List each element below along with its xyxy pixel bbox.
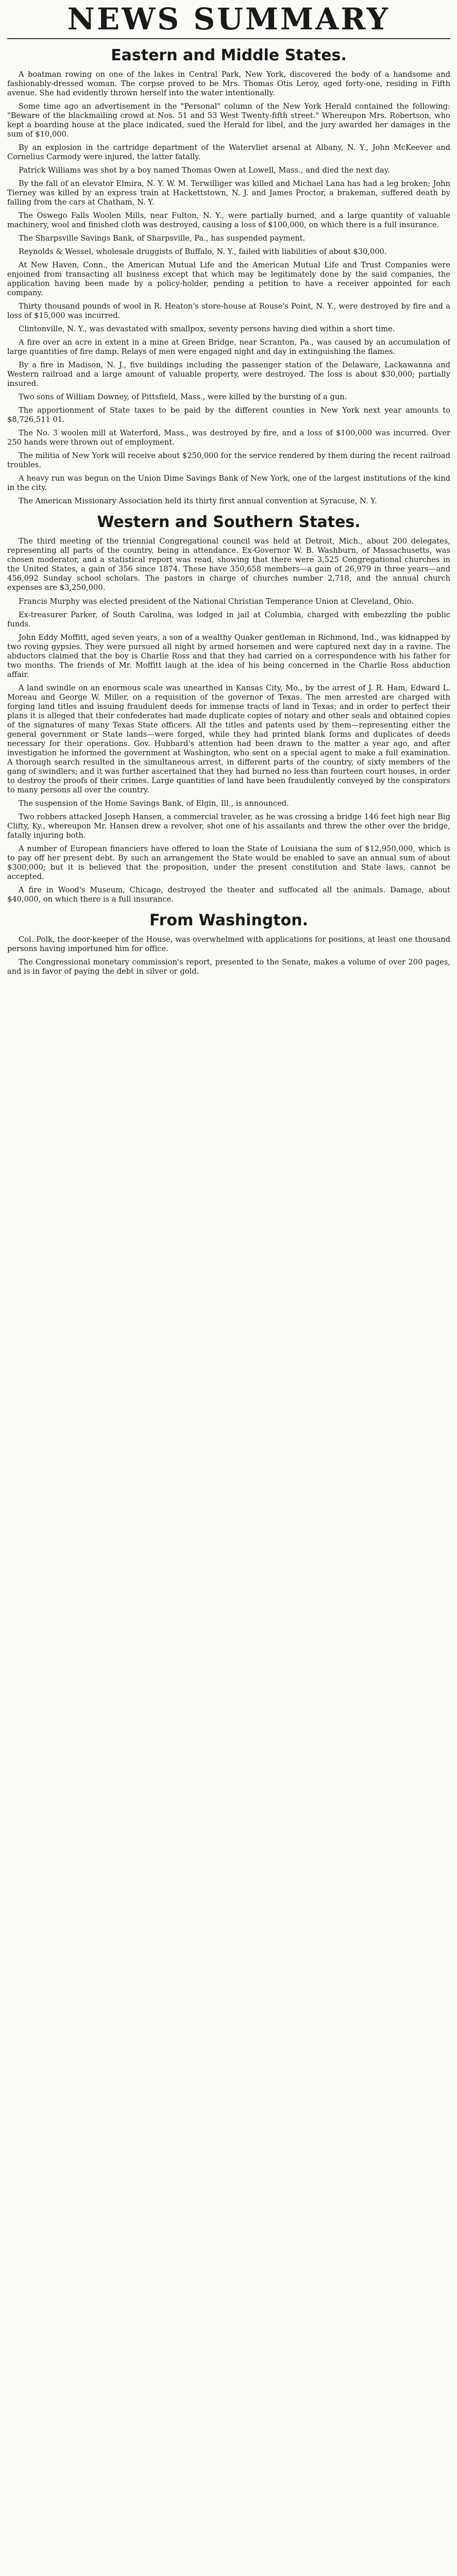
news-item: The suspension of the Home Savings Bank, of Elgin, Ill., is announced. <box>19 799 289 808</box>
news-item: A heavy run was begun on the Union Dime Savings Bank of New York, one of the largest institutions of the kind in the city. <box>7 474 450 493</box>
news-item: The American Missionary Association held its thirty first annual convention at Syracuse, N. Y. <box>19 497 377 506</box>
news-item: A fire over an acre in extent in a mine at Green Bridge, near Scranton, Pa., was caused by an accumulation of large quantities of fire damp. Relays of men were engaged night and day in extinguishing the flames. <box>7 338 450 357</box>
section-heading: From Washington. <box>149 911 308 929</box>
masthead-title: NEWS SUMMARY <box>67 2 391 37</box>
news-item: A fire in Wood's Museum, Chicago, destroyed the theater and suffocated all the animals. Damage, about $40,000, on which there is a full insurance. <box>7 885 450 904</box>
news-item: By a fire in Madison, N. J., five buildings including the passenger station of the Delaware, Lackawanna and Western railroad and a large amount of valuable property, were destroyed. The loss is about $30,000; partially insured. <box>7 361 450 388</box>
sections-container <box>7 46 450 976</box>
section-heading: Western and Southern States. <box>97 513 361 532</box>
news-item: The third meeting of the triennial Congregational council was held at Detroit, Mich., about 200 delegates, representing all parts of the country, being in attendance. Ex-Governor W. B. Washburn, of Massachusetts, was chosen moderator, and a statistical report was read, showing that there were 3,525 Congregational churches in the United States, a gain of 356 since 1874. These have 350,658 members—a gain of 26,979 in three years—and 456,092 Sunday school scholars. The pastors in charge of churches number 2,718, and the annual church expenses are $3,250,000. <box>7 537 450 592</box>
news-item: By an explosion in the cartridge department of the Watervliet arsenal at Albany, N. Y., John McKeever and Cornelius Carmody were injured, the latter fatally. <box>7 143 450 161</box>
news-column <box>7 0 450 2576</box>
news-item: The militia of New York will receive about $250,000 for the service rendered by them during the recent railroad troubles. <box>7 451 450 470</box>
news-item: Some time ago an advertisement in the "Personal" column of the New York Herald contained the following: "Beware of the blackmailing crowd at Nos. 51 and 53 West Twenty-fifth street." Whereupon Mrs. Robertson, who kept a boarding house at the place indicated, sued the Herald for libel, and the jury awarded her damages in the sum of $10,000. <box>7 101 450 139</box>
news-item: The Congressional monetary commission's report, presented to the Senate, makes a volume of over 200 pages, and is in favor of paying the debt in silver or gold. <box>7 958 450 976</box>
news-item: John Eddy Moffitt, aged seven years, a son of a wealthy Quaker gentleman in Richmond, Ind., was kidnapped by two roving gypsies. They were pursued all night by armed horsemen and were captured next day in a ravine. The abductors claimed that the boy is Charlie Ross and that they had carried on a correspondence with his father for two months. The friends of Mr. Moffitt laugh at the idea of his being concerned in the Charlie Ross abduction affair. <box>7 633 450 679</box>
news-item: Francis Murphy was elected president of the National Christian Temperance Union at Cleveland, Ohio. <box>19 597 414 606</box>
masthead-rule <box>7 38 450 39</box>
news-item: Patrick Williams was shot by a boy named Thomas Owen at Lowell, Mass., and died the next day. <box>19 165 390 175</box>
news-item: A land swindle on an enormous scale was unearthed in Kansas City, Mo., by the arrest of J. R. Ham, Edward L. Moreau and George W. Miller, on a requisition of the governor of Texas. The men arrested are charged with forging land titles and issuing fraudulent deeds for immense tracts of land in Texas; and in order to perfect their plans it is alleged that their confederates had made duplicate copies of notary and other seals and obtained copies of the signatures of many Texas State officers. All the titles and patents used by them—representing either the general government or State lands—were forged, while they had printed blank forms and duplicates of deeds necessary for their operations. Gov. Hubbard's attention had been drawn to the matter a year ago, and after investigation he informed the government at Washington, who sent on a special agent to make a full examination. A thorough search resulted in the simultaneous arrest, in different parts of the country, of sixty members of the gang of swindlers; and it was further ascertained that they had burned no less than fourteen court houses, in order to destroy the proofs of their crimes. Large quantities of land have been fraudulently conveyed by the conspirators to many persons all over the country. <box>7 683 450 794</box>
news-item: Reynolds & Wessel, wholesale druggists of Buffalo, N. Y., failed with liabilities of about $30,000. <box>19 247 387 257</box>
news-item: The Sharpsville Savings Bank, of Sharpsville, Pa., has suspended payment. <box>19 234 306 243</box>
news-item: Col. Polk, the door-keeper of the House, was overwhelmed with applications for positions, at least one thousand persons having importuned him for office. <box>7 935 450 953</box>
news-item: A boatman rowing on one of the lakes in Central Park, New York, discovered the body of a handsome and fashionably-dressed woman. The corpse proved to be Mrs. Thomas Otis Leroy, aged forty-one, residing in Fifth avenue. She had evidently thrown herself into the water intentionally. <box>7 70 450 97</box>
news-item: Thirty thousand pounds of wool in R. Heaton's store-house at Rouse's Point, N. Y., were destroyed by fire and a loss of $15,000 was incurred. <box>7 302 450 320</box>
news-item: The No. 3 woolen mill at Waterford, Mass., was destroyed by fire, and a loss of $100,000 was incurred. Over 250 hands were thrown out of employment. <box>7 429 450 447</box>
news-item: Ex-treasurer Parker, of South Carolina, was lodged in jail at Columbia, charged with embezzling the public funds. <box>7 610 450 629</box>
news-item: A number of European financiers have offered to loan the State of Louisiana the sum of $12,950,000, which is to pay off her present debt. By such an arrangement the State would be enabled to save an annual sum of about $300,000; but it is believed that the proposition, under the present constitution and State laws, cannot be accepted. <box>7 844 450 881</box>
news-item: At New Haven, Conn., the American Mutual Life and the American Mutual Life and Trust Companies were enjoined from transacting all business except that which may be legitimately done by the said companies, the application having been made by a policy-holder, pending a petition to have a receiver appointed for each company. <box>7 261 450 298</box>
news-item: Clintonville, N. Y., was devastated with smallpox, seventy persons having died within a short time. <box>19 325 395 334</box>
news-item: The apportionment of State taxes to be paid by the different counties in New York next year amounts to $8,726,511 01. <box>7 406 450 425</box>
section-heading: Eastern and Middle States. <box>111 46 347 64</box>
news-item: The Oswego Falls Woolen Mills, near Fulton, N. Y., were partially burned, and a large quantity of valuable machinery, wool and finished cloth was destroyed, causing a loss of $100,000, on which there is a full insurance. <box>7 211 450 230</box>
news-item: Two robbers attacked Joseph Hansen, a commercial traveler, as he was crossing a bridge 146 feet high near Big Clifty, Ky., whereupon Mr. Hansen drew a revolver, shot one of his assailants and threw the other over the bridge, fatally injuring both. <box>7 812 450 840</box>
news-item: By the fall of an elevator Elmira, N. Y. W. M. Terwilliger was killed and Michael Lana has had a leg broken; John Tierney was killed by an express train at Hackettstown, N. J. and James Proctor, a brakeman, suffered death by falling from the cars at Chatham, N. Y. <box>7 179 450 207</box>
news-item: Two sons of William Downey, of Pittsfield, Mass., were killed by the bursting of a gun. <box>19 393 347 402</box>
